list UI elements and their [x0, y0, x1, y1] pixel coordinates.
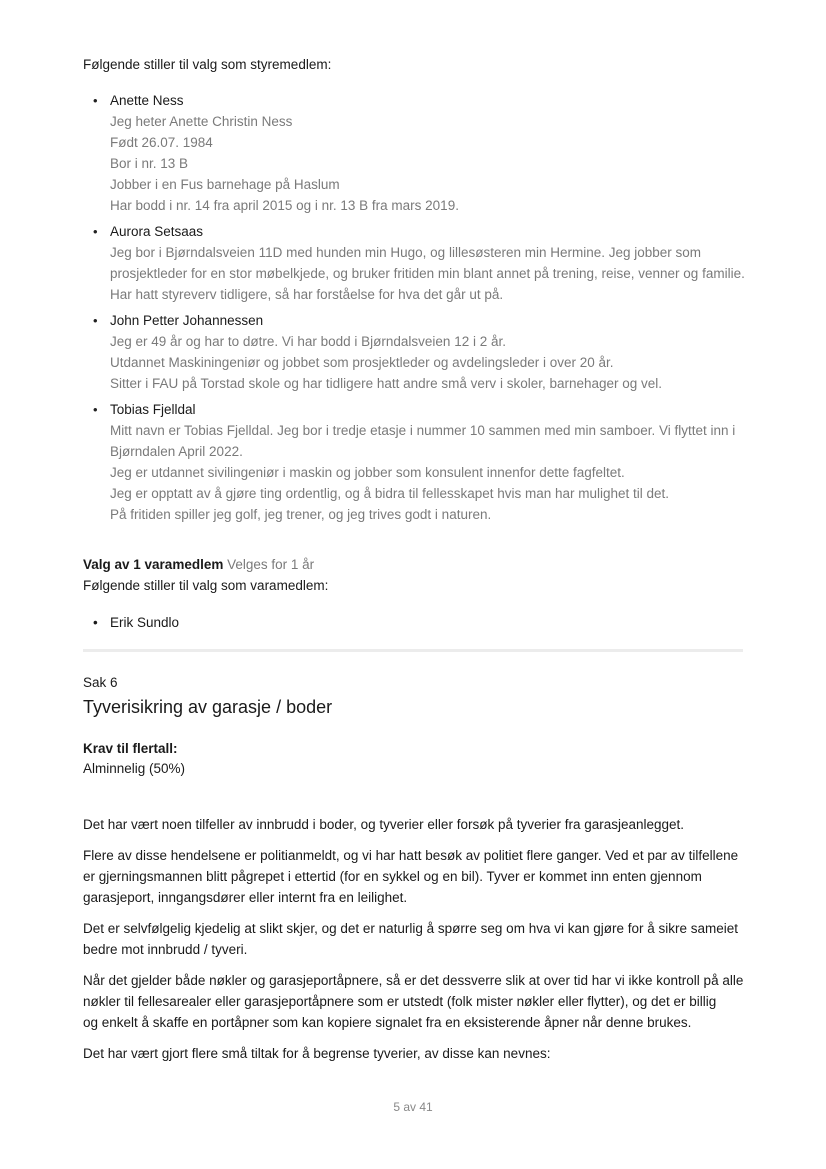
candidate-bio-line: Jeg er opptatt av å gjøre ting ordentlig, og å bidra til fellesskapet hvis man har mulighet til det.	[110, 486, 670, 501]
candidate-name: • Tobias Fjelldal	[110, 402, 196, 417]
candidate-item	[83, 399, 763, 525]
paragraph-line: Når det gjelder både nøkler og garasjeportåpnere, så er det dessverre slik at over tid har vi ikke kontroll på alle	[83, 973, 744, 988]
paragraph	[83, 970, 763, 1033]
case-title: Tyverisikring av garasje / boder	[83, 697, 333, 717]
vara-candidate-list	[83, 612, 179, 633]
candidate-bio-line: Mitt navn er Tobias Fjelldal. Jeg bor i tredje etasje i nummer 10 sammen med min samboer. Vi flyttet inn i	[110, 423, 736, 438]
paragraph	[83, 1043, 763, 1064]
paragraph-line: Flere av disse hendelsene er politianmeldt, og vi har hatt besøk av politiet flere ganger. Ved et par av tilfellene	[83, 848, 739, 863]
paragraph	[83, 814, 763, 835]
candidate-bio-line: Bor i nr. 13 B	[110, 156, 189, 171]
candidate-bio-line: Har hatt styreverv tidligere, så har forståelse for hva det går ut på.	[110, 287, 504, 302]
majority-value: Alminnelig (50%)	[83, 761, 186, 776]
candidate-item	[83, 310, 763, 394]
candidate-bio-line: Jeg er 49 år og har to døtre. Vi har bodd i Bjørndalsveien 12 i 2 år.	[110, 334, 506, 349]
paragraph-line: Det har vært gjort flere små tiltak for å begrense tyverier, av disse kan nevnes:	[83, 1046, 551, 1061]
board-candidate-list	[83, 90, 763, 530]
candidate-bio-line: Født 26.07. 1984	[110, 135, 213, 150]
candidate-name: • Aurora Setsaas	[110, 224, 204, 239]
candidate-bio-line: Bjørndalen April 2022.	[110, 444, 243, 459]
case-number: Sak 6	[83, 675, 118, 690]
candidate-bio-line: Sitter i FAU på Torstad skole og har tidligere hatt andre små verv i skoler, barnehager og vel.	[110, 376, 663, 391]
vara-heading-line	[83, 555, 314, 575]
candidate-bio-line: Jeg heter Anette Christin Ness	[110, 114, 293, 129]
candidate-name: • John Petter Johannessen	[110, 313, 264, 328]
board-intro: Følgende stiller til valg som styremedlem:	[83, 57, 332, 72]
paragraph-line: garasjeport, inngangsdører eller internt fra en leilighet.	[83, 890, 408, 905]
candidate-bio-line: På fritiden spiller jeg golf, jeg trener, og jeg trives godt i naturen.	[110, 507, 492, 522]
paragraph	[83, 918, 763, 960]
paragraph	[83, 845, 763, 908]
candidate-bio-line: Utdannet Maskiningeniør og jobbet som prosjektleder og avdelingsleder i over 20 år.	[110, 355, 614, 370]
candidate-bio-line: prosjektleder for en stor møbelkjede, og bruker fritiden min blant annet på trening, reise, venner og familie.	[110, 266, 745, 281]
vara-candidate: • Erik Sundlo	[83, 612, 179, 633]
majority-label: Krav til flertall:	[83, 741, 178, 756]
case-body	[83, 814, 763, 1074]
paragraph-line: er gjerningsmannen blitt pågrepet i ettertid (for en sykkel og en bil). Tyver er kommet inn enten gjennom	[83, 869, 702, 884]
candidate-bio-line: Har bodd i nr. 14 fra april 2015 og i nr. 13 B fra mars 2019.	[110, 198, 459, 213]
vara-intro: Følgende stiller til valg som varamedlem:	[83, 578, 329, 593]
paragraph-line: Det er selvfølgelig kjedelig at slikt skjer, og det er naturlig å spørre seg om hva vi kan gjøre for å sikre sameiet	[83, 921, 739, 936]
candidate-bio-line: Jobber i en Fus barnehage på Haslum	[110, 177, 340, 192]
candidate-item	[83, 221, 763, 305]
paragraph-line: bedre mot innbrudd / tyveri.	[83, 942, 248, 957]
vara-term: Velges for 1 år	[227, 557, 315, 572]
paragraph-line: og enkelt å skaffe en portåpner som kan kopiere signalet fra en eksisterende åpner når denne brukes.	[83, 1015, 692, 1030]
candidate-bio-line: Jeg er utdannet sivilingeniør i maskin og jobber som konsulent innenfor dette fagfeltet.	[110, 465, 625, 480]
paragraph-line: nøkler til fellesarealer eller garasjeportåpnere som er utstedt (folk mister nøkler eller flytter), og det er billig	[83, 994, 717, 1009]
candidate-bio-line: Jeg bor i Bjørndalsveien 11D med hunden min Hugo, og lillesøsteren min Hermine. Jeg jobber som	[110, 245, 702, 260]
section-divider	[83, 649, 743, 652]
paragraph-line: Det har vært noen tilfeller av innbrudd i boder, og tyverier eller forsøk på tyverier fra garasjeanlegget.	[83, 817, 685, 832]
candidate-item	[83, 90, 763, 216]
candidate-name: • Anette Ness	[110, 93, 184, 108]
vara-heading: Valg av 1 varamedlem	[83, 557, 224, 572]
page-indicator: 5 av 41	[393, 1100, 433, 1114]
